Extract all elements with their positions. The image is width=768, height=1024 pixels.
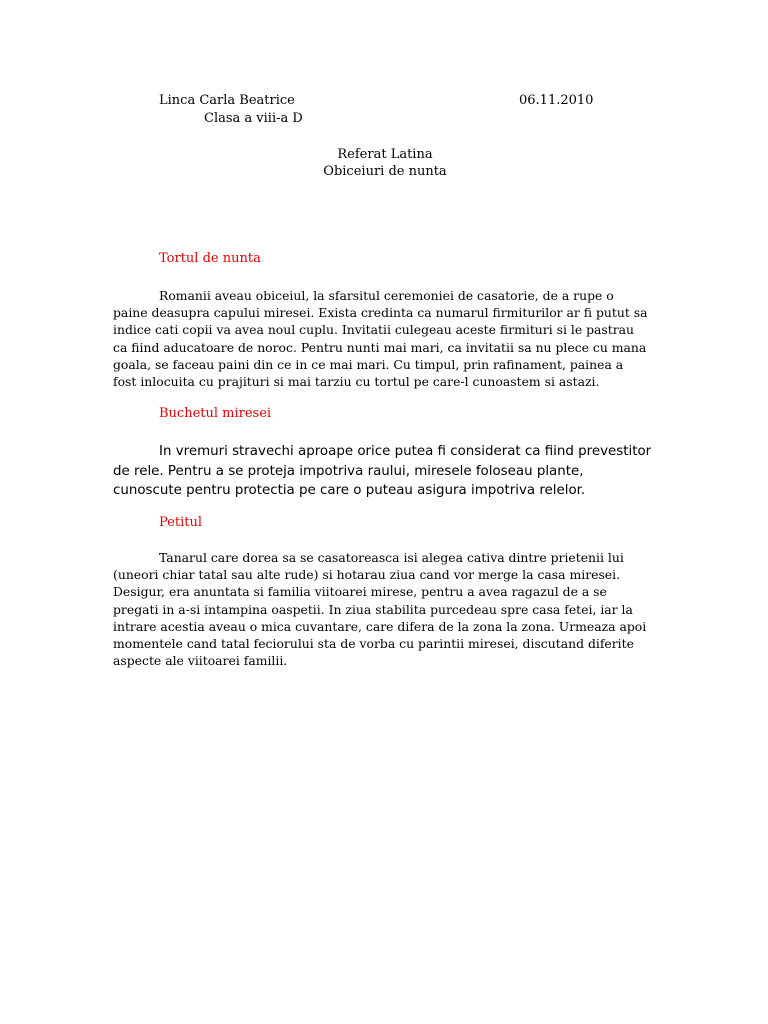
section-body-buchet: In vremuri stravechi aproape orice putea fi considerat ca fiind prevestitor de rele. Pentru a se proteja impotriva raului, miresele foloseau plante, cunoscute pentru protectia pe care o puteau asigura impotriva relelor. — [113, 444, 652, 498]
section-heading-tort: Tortul de nunta — [159, 251, 261, 266]
author-name: Linca Carla Beatrice — [159, 93, 295, 108]
section-heading-petit: Petitul — [159, 515, 202, 530]
student-class: Clasa a viii-a D — [204, 111, 303, 126]
section-heading-buchet: Buchetul miresei — [159, 406, 272, 421]
document-subtitle: Obiceiuri de nunta — [323, 164, 447, 179]
document-title: Referat Latina — [337, 147, 433, 162]
document-date: 06.11.2010 — [519, 93, 594, 108]
section-body-petit: Tanarul care dorea sa se casatoreasca isi alegea cativa dintre prietenii lui (uneori chiar tatal sau alte rude) si hotarau ziua cand vor merge la casa miresei. Desigur, era anuntata si familia viitoarei mirese, pentru a avea ragazul de a se pregati in a-si intampina oaspetii. In ziua stabilita purcedeau spre casa fetei, iar la intrare acestia aveau o mica cuvantare, care difera de la zona la zona. Urmeaza apoi momentele cand tatal feciorului sta de vorba cu parintii miresei, discutand diferite aspecte ale viitoarei familii. — [113, 550, 647, 669]
section-body-tort: Romanii aveau obiceiul, la sfarsitul ceremoniei de casatorie, de a rupe o paine deasupra capului miresei. Exista credinta ca numarul firmiturilor ar fi putut sa indice cati copii va avea noul cuplu. Invitatii culegeau aceste firmituri si le pastrau ca fiind aducatoare de noroc. Pentru nunti mai mari, ca invitatii sa nu plece cu mana goala, se faceau paini din ce in ce mai mari. Cu timpul, prin rafinament, painea a fost inlocuita cu prajituri si mai tarziu cu tortul pe care-l cunoastem si astazi. — [113, 288, 648, 390]
